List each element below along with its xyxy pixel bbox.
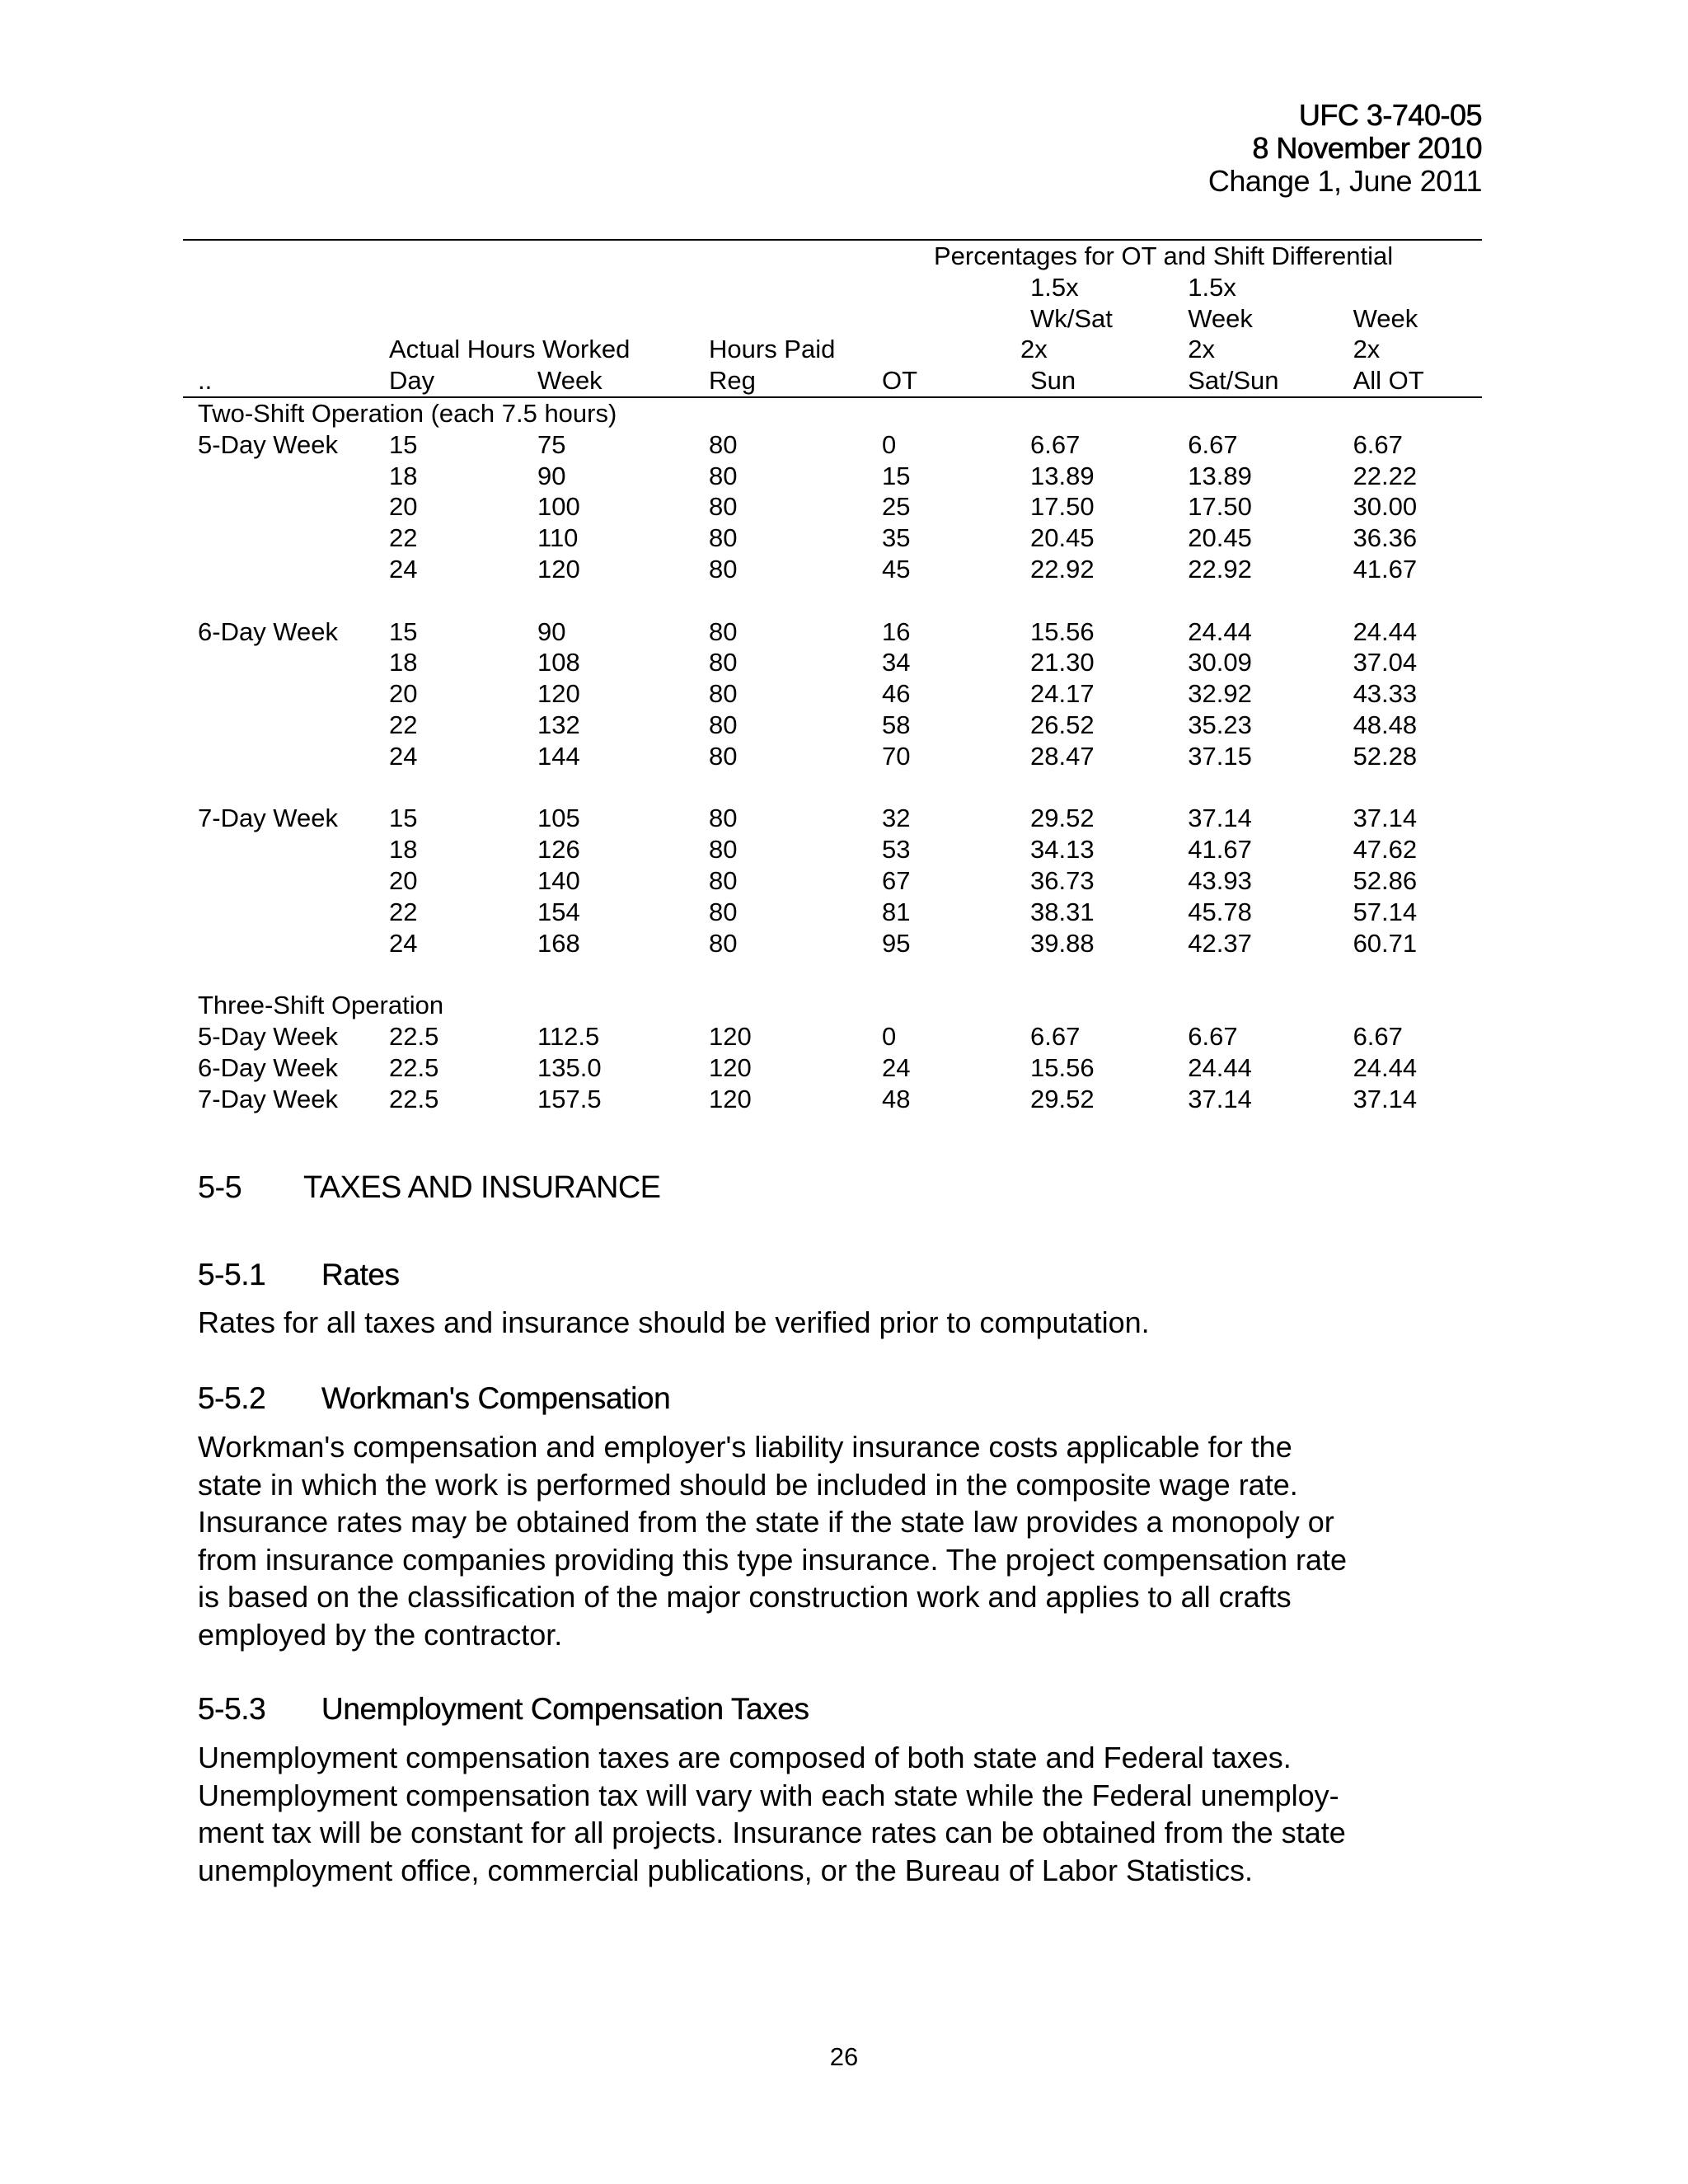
table-cell: 80 [709, 897, 738, 926]
text-line: Unemployment compensation tax will vary with each state while the Federal unemploy- [198, 1778, 1339, 1812]
table-cell [183, 865, 389, 897]
document-id: UFC 3-740-05 [1298, 98, 1482, 132]
table-cell: 70 [882, 741, 911, 771]
table-cell: 18 [389, 461, 418, 490]
table-cell: 90 [537, 461, 566, 490]
subsection-heading [198, 1692, 809, 1727]
three-shift-title: Three-Shift Operation [198, 991, 444, 1020]
table-cell [183, 523, 389, 554]
table-header-row [183, 241, 1482, 272]
header-cell: All OT [1353, 365, 1482, 397]
header-cell: 1.5x [1188, 272, 1236, 302]
spacer-row [183, 958, 1482, 990]
section-title-row [183, 397, 1482, 429]
table-cell: 15 [389, 616, 418, 646]
table-cell: 20.45 [1188, 523, 1252, 553]
table-row [183, 429, 1482, 461]
table-cell: 22.92 [1030, 554, 1095, 583]
header-cell: Actual Hours Worked [389, 335, 631, 364]
table-cell: 24 [389, 554, 418, 583]
table-cell: 80 [709, 865, 738, 895]
table-cell [183, 585, 1482, 616]
table-cell: 80 [709, 461, 738, 490]
group-header: Percentages for OT and Shift Differential [934, 241, 1394, 270]
table-cell: 52.86 [1353, 865, 1418, 895]
table-cell: 24 [389, 928, 418, 958]
paragraph-unemployment [198, 1739, 1500, 1889]
document-date: 8 November 2010 [1252, 131, 1482, 165]
subsection-number: 5-5.2 [198, 1381, 266, 1415]
text-line: Unemployment compensation taxes are composed of both state and Federal taxes. [198, 1741, 1292, 1774]
header-cell: .. [183, 365, 389, 397]
table-cell: 100 [537, 492, 580, 522]
table-cell: 6.67 [1353, 1021, 1403, 1051]
table-cell [183, 928, 389, 959]
header-cell: 2x [1353, 335, 1381, 364]
table-cell: 80 [709, 928, 738, 958]
table-cell: 140 [537, 865, 580, 895]
subsection-number: 5-5.3 [198, 1692, 266, 1726]
table-cell: 47.62 [1353, 835, 1418, 865]
section-title-row [183, 990, 1482, 1021]
table-cell [183, 554, 389, 585]
table-cell: 80 [709, 741, 738, 771]
table-cell: 120 [709, 1084, 752, 1113]
table-cell [183, 710, 389, 741]
table-cell: 32.92 [1188, 679, 1252, 709]
table-row [183, 710, 1482, 741]
table-cell: 120 [709, 1021, 752, 1051]
table-cell: 20 [389, 865, 418, 895]
text-line: is based on the classification of the major construction work and applies to all crafts [198, 1580, 1292, 1614]
table-cell: 6-Day Week [198, 1052, 338, 1082]
header-cell: Week [1188, 303, 1253, 333]
table-cell: 13.89 [1188, 461, 1252, 490]
table-cell: 30.00 [1353, 492, 1418, 522]
table-cell: 18 [389, 648, 418, 677]
table-cell: 6.67 [1353, 429, 1403, 459]
subsection-title: Rates [321, 1258, 400, 1291]
table-row [183, 461, 1482, 492]
section-heading [198, 1170, 660, 1206]
overtime-percentage-table [183, 239, 1482, 1114]
text-line: Rates for all taxes and insurance should be verified prior to computation. [198, 1305, 1150, 1339]
table-cell: 168 [537, 928, 580, 958]
table-cell: 26.52 [1030, 710, 1095, 739]
table-cell: 5-Day Week [198, 429, 338, 459]
table-cell [183, 897, 389, 928]
table-cell: 6-Day Week [198, 616, 338, 646]
table-cell: 24.44 [1353, 1052, 1418, 1082]
table-cell: 37.14 [1188, 1084, 1252, 1113]
table-cell: 7-Day Week [198, 1084, 338, 1113]
header-cell: Week [1353, 303, 1418, 333]
table-cell: 6.67 [1188, 429, 1238, 459]
table-row [183, 1052, 1482, 1084]
table-cell [183, 834, 389, 865]
table-cell: 48 [882, 1084, 911, 1113]
table-cell: 60.71 [1353, 928, 1418, 958]
table-cell [183, 741, 389, 772]
table-cell: 16 [882, 616, 911, 646]
table-cell [183, 491, 389, 523]
text-line: Insurance rates may be obtained from the state if the state law provides a monopoly or [198, 1505, 1334, 1539]
text-line: Workman's compensation and employer's liability insurance costs applicable for the [198, 1430, 1292, 1464]
table-cell: 13.89 [1030, 461, 1095, 490]
table-cell [183, 647, 389, 678]
table-cell: 120 [537, 679, 580, 709]
table-cell: 22.5 [389, 1052, 439, 1082]
section-title: TAXES AND INSURANCE [303, 1170, 661, 1205]
table-cell: 37.15 [1188, 741, 1252, 771]
table-cell: 80 [709, 804, 738, 833]
text-line: employed by the contractor. [198, 1617, 563, 1652]
table-row [183, 1021, 1482, 1052]
table-cell: 22 [389, 523, 418, 553]
table-cell: 22 [389, 710, 418, 739]
table-cell: 37.14 [1353, 804, 1418, 833]
table-cell: 7-Day Week [198, 804, 338, 833]
header-cell: 2x [1020, 335, 1048, 364]
table-row [183, 741, 1482, 772]
table-row [183, 1084, 1482, 1115]
table-cell: 5-Day Week [198, 1021, 338, 1051]
table-cell: 39.88 [1030, 928, 1095, 958]
header-cell: Week [537, 365, 709, 397]
text-line: unemployment office, commercial publications, or the Bureau of Labor Statistics. [198, 1853, 1253, 1887]
table-cell: 35.23 [1188, 710, 1252, 739]
table-cell: 34 [882, 648, 911, 677]
table-row [183, 554, 1482, 585]
table-cell [183, 461, 389, 492]
table-cell: 80 [709, 554, 738, 583]
table-cell: 22 [389, 897, 418, 926]
table-cell: 90 [537, 616, 566, 646]
table-cell: 80 [709, 616, 738, 646]
table-cell: 110 [537, 523, 579, 553]
table-cell: 43.33 [1353, 679, 1418, 709]
header-cell: Day [389, 365, 537, 397]
table-cell: 18 [389, 835, 418, 865]
table-cell: 29.52 [1030, 804, 1095, 833]
table-cell: 6.67 [1030, 1021, 1081, 1051]
table-cell: 105 [537, 804, 580, 833]
table-cell: 154 [537, 897, 580, 926]
section-number: 5-5 [198, 1170, 242, 1205]
table-header-row [183, 303, 1482, 335]
table-cell: 80 [709, 679, 738, 709]
paragraph-rates [198, 1304, 1500, 1342]
table-cell: 157.5 [537, 1084, 602, 1113]
table-cell: 24.17 [1030, 679, 1095, 709]
table-cell: 24 [389, 741, 418, 771]
table-cell: 57.14 [1353, 897, 1418, 926]
header-cell: 2x [1188, 335, 1215, 364]
table-cell: 41.67 [1353, 554, 1418, 583]
table-row [183, 678, 1482, 710]
table-cell: 29.52 [1030, 1084, 1095, 1113]
table-cell: 80 [709, 429, 738, 459]
document-change: Change 1, June 2011 [1207, 164, 1482, 198]
table-cell: 45.78 [1188, 897, 1252, 926]
subsection-heading [198, 1381, 670, 1416]
table-row [183, 897, 1482, 928]
table-cell: 15 [389, 429, 418, 459]
table-cell: 120 [537, 554, 580, 583]
table-cell: 25 [882, 492, 911, 522]
table-cell: 52.28 [1353, 741, 1418, 771]
paragraph-workmans-comp [198, 1428, 1500, 1653]
table-cell: 15 [882, 461, 911, 490]
table-cell: 80 [709, 710, 738, 739]
table-row [183, 803, 1482, 834]
table-cell: 112.5 [537, 1021, 600, 1051]
text-line: ment tax will be constant for all projects. Insurance rates can be obtained from the state [198, 1816, 1346, 1849]
page-number: 26 [829, 2042, 859, 2071]
table-cell: 120 [709, 1052, 752, 1082]
subsection-title: Workman's Compensation [321, 1381, 671, 1415]
table-cell: 42.37 [1188, 928, 1252, 958]
table-cell: 45 [882, 554, 911, 583]
table-cell: 15 [389, 804, 418, 833]
table-cell: 95 [882, 928, 911, 958]
table-cell: 20.45 [1030, 523, 1095, 553]
table-cell: 17.50 [1030, 492, 1095, 522]
table-cell: 15.56 [1030, 1052, 1095, 1082]
table-cell: 38.31 [1030, 897, 1095, 926]
table-cell: 81 [882, 897, 911, 926]
header-cell: Reg [709, 365, 882, 397]
header-cell: 1.5x [1030, 272, 1079, 302]
table-cell: 6.67 [1188, 1021, 1238, 1051]
subsection-title: Unemployment Compensation Taxes [321, 1692, 809, 1726]
spacer-row [183, 772, 1482, 804]
table-cell: 36.36 [1353, 523, 1418, 553]
table-cell: 15.56 [1030, 616, 1095, 646]
header-cell: Sun [1020, 365, 1188, 397]
table-cell: 34.13 [1030, 835, 1095, 865]
table-cell: 6.67 [1030, 429, 1081, 459]
table-cell: 30.09 [1188, 648, 1252, 677]
table-cell: 37.04 [1353, 648, 1418, 677]
table-cell: 46 [882, 679, 911, 709]
table-row [183, 647, 1482, 678]
table-cell: 20 [389, 679, 418, 709]
table-cell: 0 [882, 1021, 897, 1051]
table-cell: 53 [882, 835, 911, 865]
table-cell: 75 [537, 429, 566, 459]
table-cell: 67 [882, 865, 911, 895]
table-cell: 135.0 [537, 1052, 602, 1082]
table-cell: 22.5 [389, 1021, 439, 1051]
table-cell: 22.22 [1353, 461, 1418, 490]
table-cell: 80 [709, 648, 738, 677]
table-header-row [183, 272, 1482, 303]
table-row [183, 834, 1482, 865]
table-cell: 48.48 [1353, 710, 1418, 739]
table-cell [183, 678, 389, 710]
text-line: state in which the work is performed should be included in the composite wage rate. [198, 1467, 1298, 1502]
table-row [183, 865, 1482, 897]
table-cell: 21.30 [1030, 648, 1095, 677]
table-cell: 24.44 [1353, 616, 1418, 646]
table-cell: 22.92 [1188, 554, 1252, 583]
table-row [183, 616, 1482, 648]
table-cell: 32 [882, 804, 911, 833]
table-cell: 24.44 [1188, 1052, 1252, 1082]
table-cell: 41.67 [1188, 835, 1252, 865]
table-cell: 0 [882, 429, 897, 459]
table-row [183, 491, 1482, 523]
table-cell: 24 [882, 1052, 911, 1082]
text-line: from insurance companies providing this type insurance. The project compensation rate [198, 1542, 1348, 1577]
header-cell: Wk/Sat [1030, 303, 1113, 333]
table-cell: 80 [709, 523, 738, 553]
table-cell: 35 [882, 523, 911, 553]
table-cell: 108 [537, 648, 580, 677]
table-cell: 58 [882, 710, 911, 739]
table-cell: 37.14 [1353, 1084, 1418, 1113]
subsection-number: 5-5.1 [198, 1258, 266, 1291]
header-cell: Sat/Sun [1188, 365, 1353, 397]
table-cell [183, 772, 1482, 804]
table-cell: 28.47 [1030, 741, 1095, 771]
table-header-row [183, 365, 1482, 397]
subsection-heading [198, 1258, 400, 1292]
table-cell [183, 958, 1482, 990]
table-header-row [183, 334, 1482, 365]
spacer-row [183, 585, 1482, 616]
table-cell: 126 [537, 835, 580, 865]
table-cell: 80 [709, 492, 738, 522]
table-cell: 80 [709, 835, 738, 865]
header-cell: OT [882, 365, 1020, 397]
table-row [183, 523, 1482, 554]
table-cell: 43.93 [1188, 865, 1252, 895]
table-cell: 37.14 [1188, 804, 1252, 833]
table-cell: 132 [537, 710, 580, 739]
table-cell: 17.50 [1188, 492, 1252, 522]
table-cell: 22.5 [389, 1084, 439, 1113]
two-shift-title: Two-Shift Operation (each 7.5 hours) [198, 398, 617, 428]
table-cell: 24.44 [1188, 616, 1252, 646]
table-cell: 20 [389, 492, 418, 522]
table-row [183, 928, 1482, 959]
document-header [1208, 99, 1482, 198]
table-cell: 144 [537, 741, 580, 771]
header-cell: Hours Paid [709, 335, 836, 364]
table-cell: 36.73 [1030, 865, 1095, 895]
